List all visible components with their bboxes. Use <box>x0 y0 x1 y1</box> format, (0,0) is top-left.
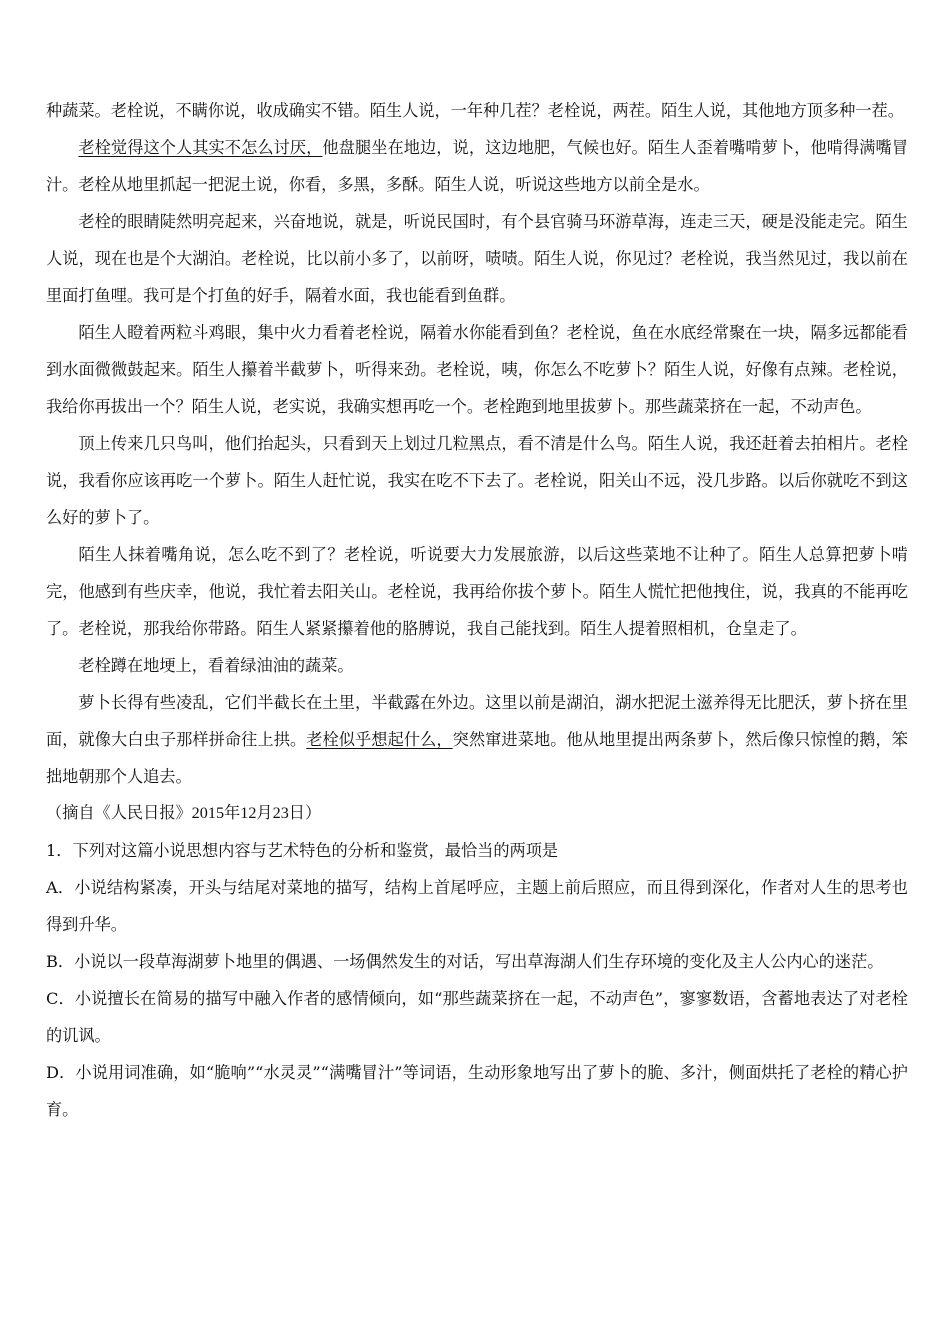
story-paragraph: 老栓蹲在地埂上，看着绿油油的蔬菜。 <box>78 656 354 675</box>
paragraph-text: 突然窜进菜地。他从地里提出两条萝卜，然后像只惊惶的鹅，笨拙地朝那个人追去。 <box>46 730 908 786</box>
paragraph-text: 他盘腿坐在地边，说，这边地肥，气候也好。陌生人歪着嘴啃萝卜，他啃得满嘴冒汁。老栓从地里抓起一把泥土说，你看，多黑，多酥。陌生人说，听说这些地方以前全是水。 <box>46 138 909 194</box>
story-paragraph <box>46 684 908 795</box>
story-paragraph <box>46 129 908 203</box>
option-a: A．小说结构紧凑，开头与结尾对菜地的描写，结构上首尾呼应，主题上前后照应，而且得到深化，作者对人生的思考也得到升华。 <box>46 878 908 934</box>
story-paragraph: 陌生人瞪着两粒斗鸡眼，集中火力看着老栓说，隔着水你能看到鱼？老栓说，鱼在水底经常聚在一块，隔多远都能看到水面微微鼓起来。陌生人攥着半截萝卜，听得来劲。老栓说，咦，你怎么不吃萝卜？陌生人说，好像有点辣。老栓说，我给你再拔出一个？陌生人说，老实说，我确实想再吃一个。老栓跑到地里拔萝卜。那些蔬菜挤在一起，不动声色。 <box>46 323 908 416</box>
story-paragraph: 种蔬菜。老栓说，不瞒你说，收成确实不错。陌生人说，一年种几茬？老栓说，两茬。陌生人说，其他地方顶多种一茬。 <box>46 101 904 120</box>
underlined-sentence: 老栓似乎想起什么， <box>306 730 453 749</box>
story-paragraph: 顶上传来几只鸟叫，他们抬起头，只看到天上划过几粒黑点，看不清是什么鸟。陌生人说，我还赶着去拍相片。老栓说，我看你应该再吃一个萝卜。陌生人赶忙说，我实在吃不下去了。老栓说，阳关山不远，没几步路。以后你就吃不到这么好的萝卜了。 <box>46 434 908 527</box>
paragraph-text: 萝卜长得有些凌乱，它们半截长在土里，半截露在外边。这里以前是湖泊，湖水把泥土滋养得无比肥沃，萝卜挤在里面，就像大白虫子那样拼命往上拱。 <box>46 693 908 749</box>
option-c: C．小说擅长在简易的描写中融入作者的感情倾向，如“那些蔬菜挤在一起，不动声色”，寥寥数语，含蓄地表达了对老栓的讥讽。 <box>46 989 908 1045</box>
document-page <box>46 92 908 1128</box>
question-stem: 1．下列对这篇小说思想内容与艺术特色的分析和鉴赏，最恰当的两项是 <box>46 841 559 860</box>
story-paragraph: 陌生人抹着嘴角说，怎么吃不到了？老栓说，听说要大力发展旅游，以后这些菜地不让种了。陌生人总算把萝卜啃完，他感到有些庆幸，他说，我忙着去阳关山。老栓说，我再给你拔个萝卜。陌生人慌忙把他拽住，说，我真的不能再吃了。老栓说，那我给你带路。陌生人紧紧攥着他的胳膊说，我自己能找到。陌生人提着照相机，仓皇走了。 <box>46 545 908 638</box>
option-d: D．小说用词准确，如“脆响”“水灵灵”“满嘴冒汁”等词语，生动形象地写出了萝卜的脆、多汁，侧面烘托了老栓的精心护育。 <box>46 1063 908 1119</box>
underlined-sentence: 老栓觉得这个人其实不怎么讨厌， <box>78 138 323 157</box>
option-b: B．小说以一段草海湖萝卜地里的偶遇、一场偶然发生的对话，写出草海湖人们生存环境的变化及主人公内心的迷茫。 <box>46 952 884 971</box>
source-citation: （摘自《人民日报》2015年12月23日） <box>46 804 322 822</box>
story-paragraph: 老栓的眼睛陡然明亮起来，兴奋地说，就是，听说民国时，有个县官骑马环游草海，连走三天，硬是没能走完。陌生人说，现在也是个大湖泊。老栓说，比以前小多了，以前呀，啧啧。陌生人说，你见过？老栓说，我当然见过，我以前在里面打鱼哩。我可是个打鱼的好手，隔着水面，我也能看到鱼群。 <box>46 212 908 305</box>
